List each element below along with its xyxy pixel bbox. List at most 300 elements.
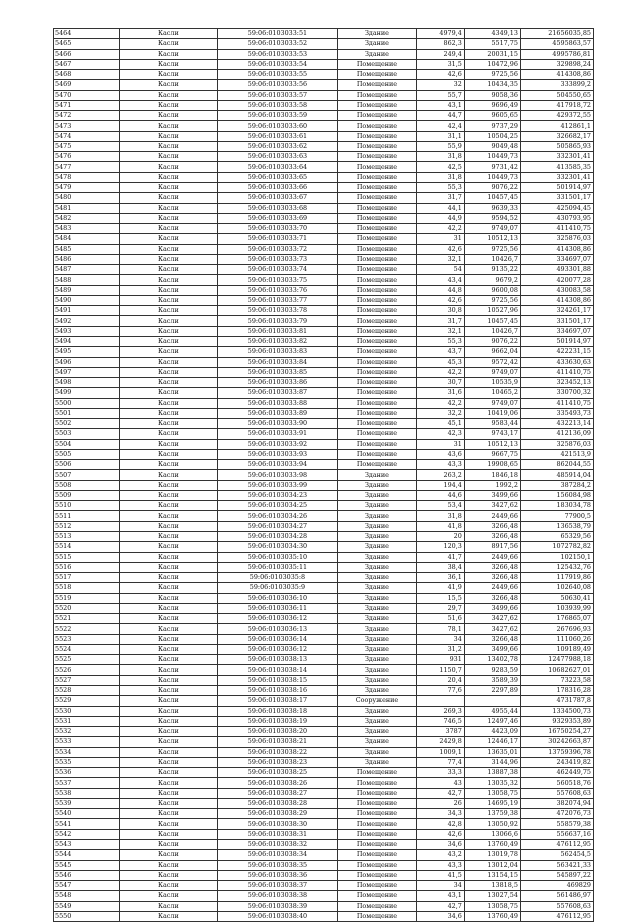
- cell-area: 4979,4: [417, 29, 465, 39]
- table-row: [54, 614, 594, 624]
- table-row: [54, 367, 594, 377]
- cell-cadastral-value: 493301,88: [520, 265, 593, 275]
- cell-locality: Касли: [119, 357, 217, 367]
- table-row: [54, 696, 594, 706]
- cell-locality: Касли: [119, 234, 217, 244]
- cell-locality: Касли: [119, 727, 217, 737]
- cell-row-number: 5468: [54, 70, 120, 80]
- cell-unit-value: 4349,13: [464, 29, 520, 39]
- table-row: [54, 80, 594, 90]
- cell-object-type: Помещение: [337, 449, 416, 459]
- cell-cadastral-value: 50630,41: [520, 593, 593, 603]
- cell-row-number: 5523: [54, 634, 120, 644]
- cell-cadastral-value: 331501,17: [520, 316, 593, 326]
- cell-object-type: Помещение: [337, 121, 416, 131]
- cell-unit-value: 2449,66: [464, 511, 520, 521]
- table-row: [54, 29, 594, 39]
- cell-cadastral-number: 59:06:0103033:62: [218, 141, 338, 151]
- cell-area: 43,3: [417, 460, 465, 470]
- cell-area: 42,4: [417, 121, 465, 131]
- cell-object-type: Помещение: [337, 367, 416, 377]
- cell-area: 1150,7: [417, 665, 465, 675]
- cell-unit-value: 13058,75: [464, 901, 520, 911]
- cell-area: 42,5: [417, 162, 465, 172]
- cell-locality: Касли: [119, 111, 217, 121]
- cell-unit-value: 10426,7: [464, 254, 520, 264]
- cell-object-type: Помещение: [337, 275, 416, 285]
- cell-locality: Касли: [119, 511, 217, 521]
- cell-area: 43,1: [417, 891, 465, 901]
- cell-object-type: Здание: [337, 562, 416, 572]
- cell-cadastral-number: 59:06:0103033:72: [218, 244, 338, 254]
- cell-area: 42,2: [417, 367, 465, 377]
- cell-unit-value: 1992,2: [464, 480, 520, 490]
- cell-unit-value: 19908,65: [464, 460, 520, 470]
- cell-cadastral-number: 59:06:0103033:98: [218, 470, 338, 480]
- table-row: [54, 532, 594, 542]
- cell-cadastral-value: 382074,94: [520, 798, 593, 808]
- cell-locality: Касли: [119, 788, 217, 798]
- cell-area: 32,1: [417, 254, 465, 264]
- cell-object-type: Здание: [337, 634, 416, 644]
- cell-row-number: 5509: [54, 490, 120, 500]
- cell-object-type: Здание: [337, 727, 416, 737]
- cell-unit-value: 13058,75: [464, 788, 520, 798]
- cell-locality: Касли: [119, 398, 217, 408]
- cell-unit-value: 13050,92: [464, 819, 520, 829]
- cell-area: 44,7: [417, 111, 465, 121]
- cell-area: 55,7: [417, 90, 465, 100]
- table-row: [54, 326, 594, 336]
- cell-unit-value: 13019,78: [464, 850, 520, 860]
- cell-area: 120,3: [417, 542, 465, 552]
- cell-cadastral-value: 562454,5: [520, 850, 593, 860]
- cell-cadastral-number: 59:06:0103036:14: [218, 634, 338, 644]
- table-row: [54, 542, 594, 552]
- cell-cadastral-number: 59:06:0103038:39: [218, 901, 338, 911]
- cell-unit-value: 4955,44: [464, 706, 520, 716]
- table-row: [54, 593, 594, 603]
- cell-object-type: Помещение: [337, 819, 416, 829]
- cell-area: 31,7: [417, 316, 465, 326]
- cell-object-type: Помещение: [337, 809, 416, 819]
- cell-object-type: Помещение: [337, 798, 416, 808]
- table-row: [54, 624, 594, 634]
- cell-unit-value: 10449,73: [464, 172, 520, 182]
- cell-area: 31,8: [417, 172, 465, 182]
- cell-row-number: 5498: [54, 378, 120, 388]
- cell-unit-value: 3266,48: [464, 532, 520, 542]
- cell-row-number: 5464: [54, 29, 120, 39]
- cell-cadastral-value: 501914,97: [520, 336, 593, 346]
- cell-area: 43,1: [417, 100, 465, 110]
- cell-cadastral-value: 334697,07: [520, 326, 593, 336]
- cell-unit-value: 10465,2: [464, 388, 520, 398]
- cell-cadastral-value: 430083,58: [520, 285, 593, 295]
- cell-row-number: 5532: [54, 727, 120, 737]
- cell-row-number: 5516: [54, 562, 120, 572]
- cell-cadastral-value: 560518,76: [520, 778, 593, 788]
- cell-row-number: 5479: [54, 182, 120, 192]
- cell-area: 41,5: [417, 870, 465, 880]
- cell-row-number: 5534: [54, 747, 120, 757]
- cell-locality: Касли: [119, 573, 217, 583]
- cell-unit-value: 13012,04: [464, 860, 520, 870]
- cell-unit-value: 10504,25: [464, 131, 520, 141]
- cell-area: 32: [417, 80, 465, 90]
- cell-object-type: Помещение: [337, 460, 416, 470]
- cell-cadastral-value: 136538,79: [520, 521, 593, 531]
- cell-row-number: 5473: [54, 121, 120, 131]
- cell-cadastral-number: 59:06:0103033:51: [218, 29, 338, 39]
- table-row: [54, 357, 594, 367]
- cell-cadastral-value: 329898,24: [520, 59, 593, 69]
- cell-cadastral-number: 59:06:0103033:93: [218, 449, 338, 459]
- cell-object-type: Помещение: [337, 388, 416, 398]
- cell-cadastral-value: 563421,33: [520, 860, 593, 870]
- cell-cadastral-number: 59:06:0103033:74: [218, 265, 338, 275]
- cell-unit-value: 9076,22: [464, 182, 520, 192]
- cell-unit-value: 5517,75: [464, 39, 520, 49]
- table-row: [54, 490, 594, 500]
- cell-row-number: 5501: [54, 408, 120, 418]
- cell-cadastral-value: 420077,28: [520, 275, 593, 285]
- cell-locality: Касли: [119, 265, 217, 275]
- table-row: [54, 901, 594, 911]
- cell-cadastral-value: 102150,1: [520, 552, 593, 562]
- cell-cadastral-number: 59:06:0103033:69: [218, 213, 338, 223]
- cell-unit-value: 9135,22: [464, 265, 520, 275]
- cell-cadastral-number: 59:06:0103034:25: [218, 501, 338, 511]
- cell-cadastral-number: 59:06:0103038:30: [218, 819, 338, 829]
- table-row: [54, 460, 594, 470]
- cell-row-number: 5519: [54, 593, 120, 603]
- cell-unit-value: 3266,48: [464, 562, 520, 572]
- cell-cadastral-number: 59:06:0103034:23: [218, 490, 338, 500]
- cell-object-type: Помещение: [337, 285, 416, 295]
- cell-unit-value: 13887,38: [464, 768, 520, 778]
- cell-cadastral-value: 557608,63: [520, 901, 593, 911]
- cell-area: 43: [417, 778, 465, 788]
- cell-unit-value: 3266,48: [464, 593, 520, 603]
- table-row: [54, 819, 594, 829]
- cell-area: 31,6: [417, 388, 465, 398]
- cell-unit-value: 13035,32: [464, 778, 520, 788]
- cell-cadastral-number: 59:06:0103038:36: [218, 870, 338, 880]
- cell-cadastral-number: 59:06:0103038:16: [218, 686, 338, 696]
- cell-cadastral-value: 4731787,8: [520, 696, 593, 706]
- cell-row-number: 5470: [54, 90, 120, 100]
- cell-object-type: Здание: [337, 665, 416, 675]
- cell-row-number: 5541: [54, 819, 120, 829]
- cell-area: 269,3: [417, 706, 465, 716]
- cell-locality: Касли: [119, 254, 217, 264]
- cell-cadastral-value: 332301,41: [520, 152, 593, 162]
- cell-object-type: Помещение: [337, 788, 416, 798]
- cell-unit-value: 9749,07: [464, 367, 520, 377]
- cell-object-type: Помещение: [337, 419, 416, 429]
- cell-locality: Касли: [119, 686, 217, 696]
- table-row: [54, 295, 594, 305]
- cell-area: 15,5: [417, 593, 465, 603]
- cell-object-type: Здание: [337, 573, 416, 583]
- cell-locality: Касли: [119, 121, 217, 131]
- cell-object-type: Помещение: [337, 870, 416, 880]
- cell-unit-value: 13760,49: [464, 839, 520, 849]
- cell-object-type: Здание: [337, 716, 416, 726]
- cell-locality: Касли: [119, 716, 217, 726]
- cell-object-type: Здание: [337, 29, 416, 39]
- cell-row-number: 5510: [54, 501, 120, 511]
- cell-locality: Касли: [119, 839, 217, 849]
- cell-object-type: Помещение: [337, 59, 416, 69]
- cell-cadastral-number: 59:06:0103033:64: [218, 162, 338, 172]
- cell-cadastral-number: 59:06:0103038:40: [218, 911, 338, 921]
- cell-row-number: 5511: [54, 511, 120, 521]
- cell-cadastral-value: 387284,2: [520, 480, 593, 490]
- cell-locality: Касли: [119, 603, 217, 613]
- cell-area: 55,9: [417, 141, 465, 151]
- table-row: [54, 306, 594, 316]
- cell-locality: Касли: [119, 696, 217, 706]
- cell-locality: Касли: [119, 439, 217, 449]
- cell-locality: Касли: [119, 59, 217, 69]
- cell-object-type: Помещение: [337, 213, 416, 223]
- cell-cadastral-number: 59:06:0103033:91: [218, 429, 338, 439]
- cell-object-type: Помещение: [337, 162, 416, 172]
- cell-cadastral-number: 59:06:0103033:68: [218, 203, 338, 213]
- cell-area: 43,7: [417, 347, 465, 357]
- cell-cadastral-number: 59:06:0103038:29: [218, 809, 338, 819]
- cell-cadastral-value: 12477988,18: [520, 655, 593, 665]
- cell-locality: Касли: [119, 90, 217, 100]
- cell-unit-value: 10426,7: [464, 326, 520, 336]
- cell-object-type: Здание: [337, 737, 416, 747]
- cell-row-number: 5528: [54, 686, 120, 696]
- cell-unit-value: 9679,2: [464, 275, 520, 285]
- table-row: [54, 470, 594, 480]
- cell-area: 32,1: [417, 326, 465, 336]
- cell-area: 34,6: [417, 839, 465, 849]
- cell-locality: Касли: [119, 193, 217, 203]
- cell-cadastral-value: 432213,14: [520, 419, 593, 429]
- cell-object-type: Помещение: [337, 778, 416, 788]
- cell-object-type: Помещение: [337, 357, 416, 367]
- cell-cadastral-number: 59:06:0103033:58: [218, 100, 338, 110]
- table-row: [54, 829, 594, 839]
- cell-row-number: 5482: [54, 213, 120, 223]
- cell-unit-value: 20031,15: [464, 49, 520, 59]
- cell-unit-value: 3589,39: [464, 675, 520, 685]
- cell-row-number: 5520: [54, 603, 120, 613]
- cell-unit-value: 13635,01: [464, 747, 520, 757]
- cell-cadastral-number: 59:06:0103033:57: [218, 90, 338, 100]
- cell-locality: Касли: [119, 449, 217, 459]
- cell-cadastral-value: 485914,04: [520, 470, 593, 480]
- cell-object-type: Помещение: [337, 891, 416, 901]
- table-row: [54, 182, 594, 192]
- cell-area: 42,6: [417, 244, 465, 254]
- cell-locality: Касли: [119, 819, 217, 829]
- cell-locality: Касли: [119, 860, 217, 870]
- cell-locality: Касли: [119, 316, 217, 326]
- cell-unit-value: 3427,62: [464, 501, 520, 511]
- cell-cadastral-number: 59:06:0103033:54: [218, 59, 338, 69]
- table-row: [54, 59, 594, 69]
- cell-row-number: 5543: [54, 839, 120, 849]
- cell-locality: Касли: [119, 141, 217, 151]
- cell-row-number: 5538: [54, 788, 120, 798]
- cell-object-type: Здание: [337, 511, 416, 521]
- cell-unit-value: 10419,06: [464, 408, 520, 418]
- cell-object-type: Помещение: [337, 408, 416, 418]
- cell-unit-value: 2449,66: [464, 552, 520, 562]
- cell-object-type: Здание: [337, 49, 416, 59]
- cell-area: 51,6: [417, 614, 465, 624]
- cell-row-number: 5517: [54, 573, 120, 583]
- cell-cadastral-number: 59:06:0103033:55: [218, 70, 338, 80]
- cell-unit-value: 8917,56: [464, 542, 520, 552]
- cell-row-number: 5491: [54, 306, 120, 316]
- cell-row-number: 5507: [54, 470, 120, 480]
- table-row: [54, 152, 594, 162]
- cell-cadastral-value: 326682,17: [520, 131, 593, 141]
- cell-row-number: 5475: [54, 141, 120, 151]
- cell-object-type: Помещение: [337, 254, 416, 264]
- cell-locality: Касли: [119, 326, 217, 336]
- cell-row-number: 5535: [54, 757, 120, 767]
- cell-locality: Касли: [119, 131, 217, 141]
- cell-cadastral-value: 267696,93: [520, 624, 593, 634]
- table-row: [54, 449, 594, 459]
- cell-unit-value: 9605,65: [464, 111, 520, 121]
- cell-locality: Касли: [119, 388, 217, 398]
- cell-cadastral-value: 183034,78: [520, 501, 593, 511]
- cell-area: 42,6: [417, 295, 465, 305]
- cell-cadastral-value: 103939,99: [520, 603, 593, 613]
- cell-unit-value: 10527,96: [464, 306, 520, 316]
- table-row: [54, 737, 594, 747]
- cell-unit-value: 3144,96: [464, 757, 520, 767]
- cell-cadastral-number: 59:06:0103033:87: [218, 388, 338, 398]
- cell-area: 42,6: [417, 70, 465, 80]
- cell-unit-value: 9725,56: [464, 70, 520, 80]
- cell-cadastral-number: 59:06:0103033:75: [218, 275, 338, 285]
- cell-row-number: 5488: [54, 275, 120, 285]
- cell-cadastral-value: 243419,82: [520, 757, 593, 767]
- cell-object-type: Помещение: [337, 326, 416, 336]
- cell-locality: Касли: [119, 911, 217, 921]
- cell-object-type: Здание: [337, 480, 416, 490]
- cell-cadastral-value: 472076,73: [520, 809, 593, 819]
- cell-cadastral-number: 59:06:0103038:15: [218, 675, 338, 685]
- cell-cadastral-value: 334697,07: [520, 254, 593, 264]
- cell-unit-value: 10472,96: [464, 59, 520, 69]
- table-row: [54, 111, 594, 121]
- cell-area: 31,8: [417, 511, 465, 521]
- cell-object-type: Помещение: [337, 172, 416, 182]
- cell-cadastral-number: 59:06:0103034:30: [218, 542, 338, 552]
- cell-row-number: 5518: [54, 583, 120, 593]
- table-row: [54, 141, 594, 151]
- cell-area: 36,1: [417, 573, 465, 583]
- cell-locality: Касли: [119, 49, 217, 59]
- cell-unit-value: 10512,13: [464, 439, 520, 449]
- cell-cadastral-number: 59:06:0103038:20: [218, 727, 338, 737]
- cell-cadastral-value: 476112,95: [520, 839, 593, 849]
- cell-row-number: 5514: [54, 542, 120, 552]
- cell-cadastral-number: 59:06:0103033:83: [218, 347, 338, 357]
- cell-unit-value: 9737,29: [464, 121, 520, 131]
- cell-row-number: 5486: [54, 254, 120, 264]
- table-row: [54, 336, 594, 346]
- cell-unit-value: 10434,35: [464, 80, 520, 90]
- cell-area: 77,4: [417, 757, 465, 767]
- cell-area: 33,3: [417, 768, 465, 778]
- cell-row-number: 5478: [54, 172, 120, 182]
- cell-row-number: 5480: [54, 193, 120, 203]
- cell-object-type: Здание: [337, 542, 416, 552]
- cell-locality: Касли: [119, 285, 217, 295]
- cell-unit-value: 10512,13: [464, 234, 520, 244]
- cell-object-type: Помещение: [337, 429, 416, 439]
- cell-cadastral-number: 59:06:0103033:94: [218, 460, 338, 470]
- table-row: [54, 788, 594, 798]
- cell-cadastral-value: 13759396,78: [520, 747, 593, 757]
- cell-area: 263,2: [417, 470, 465, 480]
- cell-locality: Касли: [119, 244, 217, 254]
- cell-unit-value: 9058,36: [464, 90, 520, 100]
- cell-object-type: Помещение: [337, 316, 416, 326]
- cell-area: 43,3: [417, 860, 465, 870]
- table-row: [54, 213, 594, 223]
- cell-row-number: 5536: [54, 768, 120, 778]
- table-row: [54, 419, 594, 429]
- cell-row-number: 5547: [54, 881, 120, 891]
- cell-cadastral-value: 422231,15: [520, 347, 593, 357]
- cell-locality: Касли: [119, 768, 217, 778]
- cell-cadastral-number: 59:06:0103033:82: [218, 336, 338, 346]
- cell-cadastral-number: 59:06:0103033:78: [218, 306, 338, 316]
- cell-locality: Касли: [119, 378, 217, 388]
- cell-object-type: Здание: [337, 521, 416, 531]
- cell-area: 30,7: [417, 378, 465, 388]
- cell-locality: Касли: [119, 152, 217, 162]
- table-row: [54, 408, 594, 418]
- cell-locality: Касли: [119, 429, 217, 439]
- cell-cadastral-number: 59:06:0103035:8: [218, 573, 338, 583]
- cell-locality: Касли: [119, 665, 217, 675]
- cell-area: 38,4: [417, 562, 465, 572]
- cell-object-type: Здание: [337, 39, 416, 49]
- cell-cadastral-value: 417918,72: [520, 100, 593, 110]
- cell-area: 54: [417, 265, 465, 275]
- cell-row-number: 5484: [54, 234, 120, 244]
- cell-unit-value: [464, 696, 520, 706]
- cell-area: 31,1: [417, 131, 465, 141]
- cell-row-number: 5521: [54, 614, 120, 624]
- cell-cadastral-number: 59:06:0103033:56: [218, 80, 338, 90]
- cell-unit-value: 4423,09: [464, 727, 520, 737]
- cell-cadastral-number: 59:06:0103033:84: [218, 357, 338, 367]
- cell-cadastral-value: 556637,16: [520, 829, 593, 839]
- cell-locality: Касли: [119, 39, 217, 49]
- cell-row-number: 5499: [54, 388, 120, 398]
- cell-row-number: 5526: [54, 665, 120, 675]
- cell-row-number: 5469: [54, 80, 120, 90]
- cell-row-number: 5495: [54, 347, 120, 357]
- cell-unit-value: 3499,66: [464, 490, 520, 500]
